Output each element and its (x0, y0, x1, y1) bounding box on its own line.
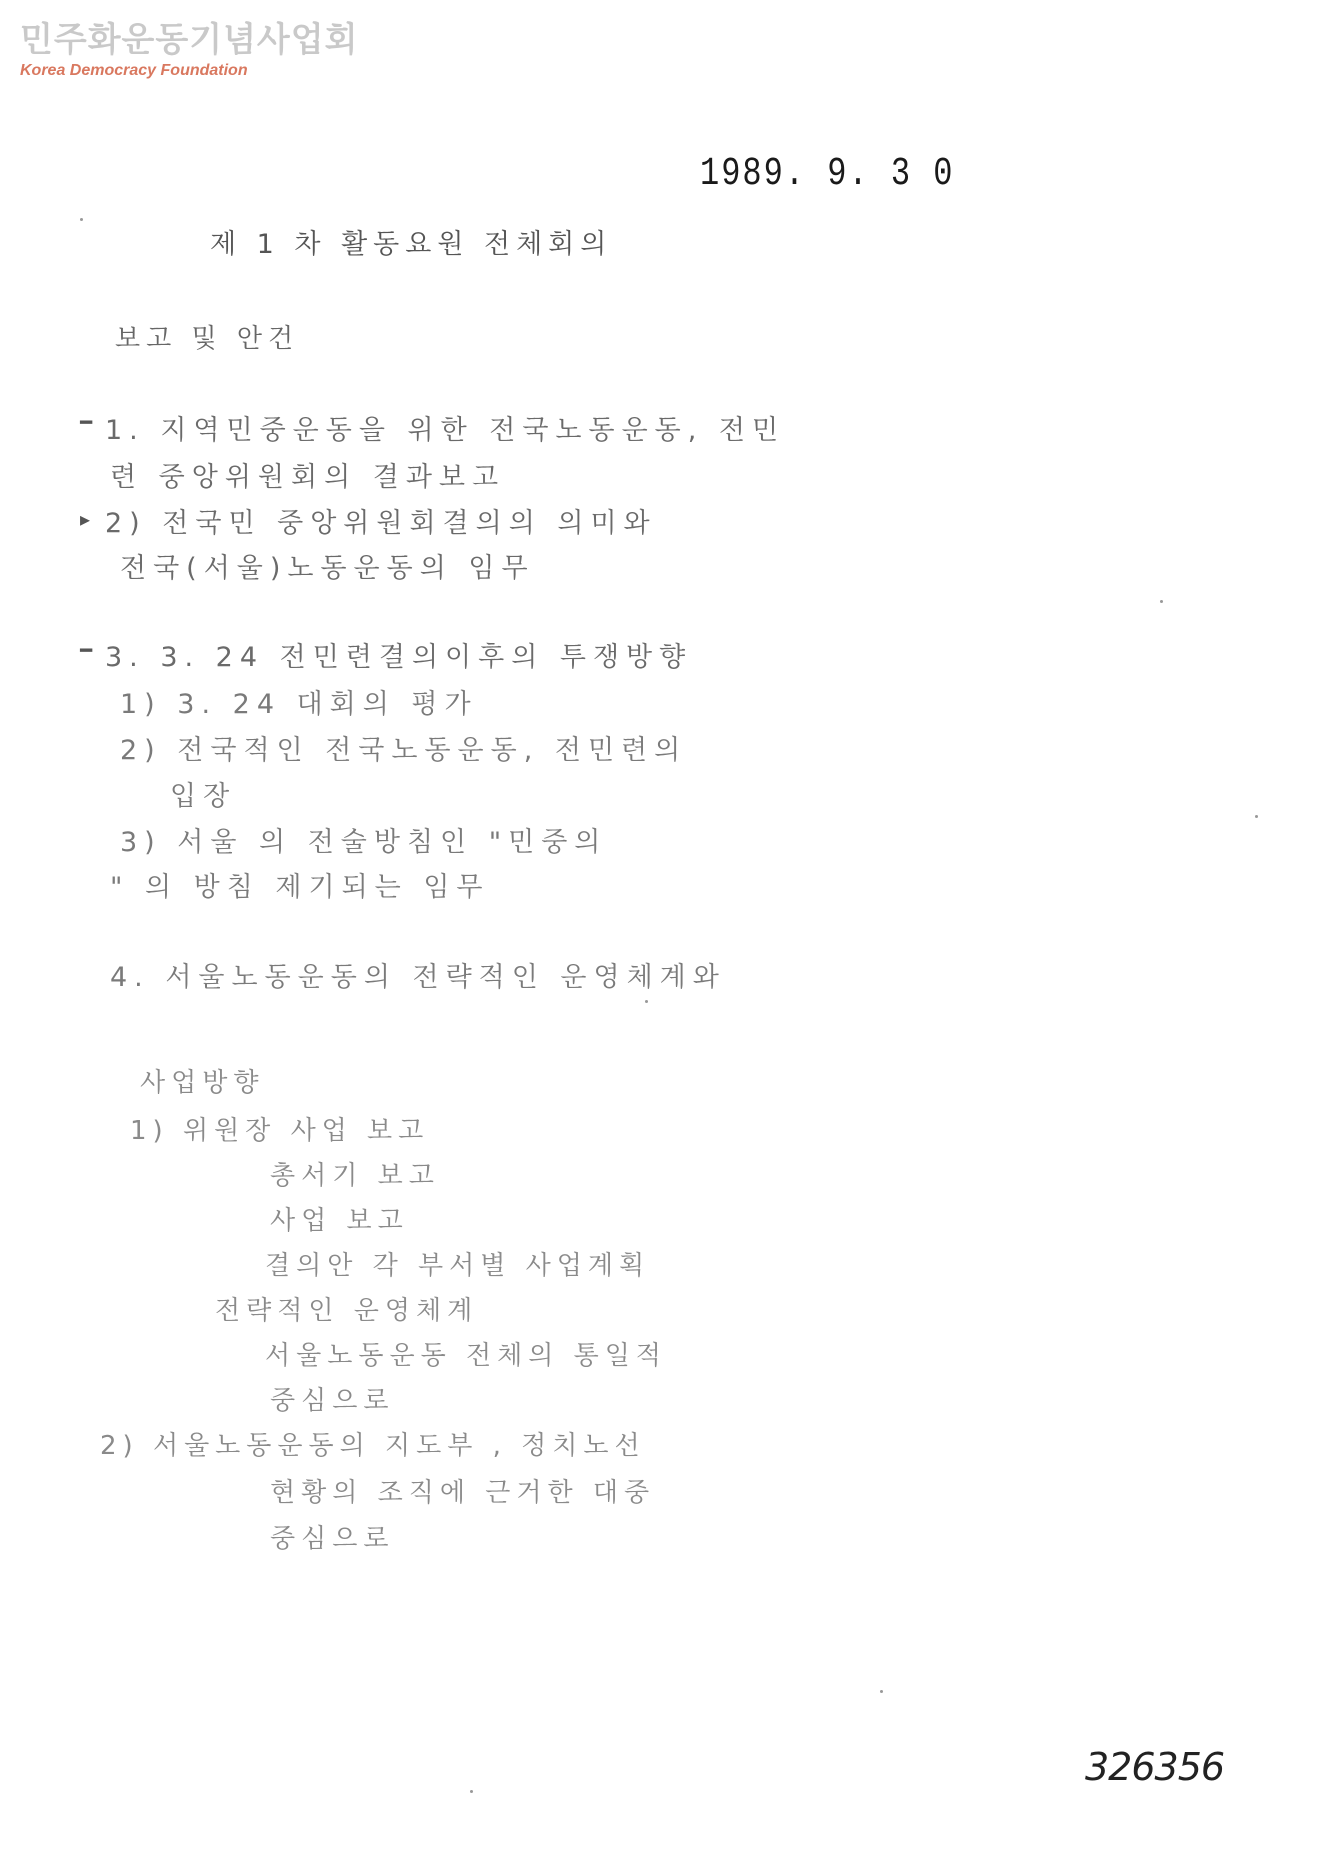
document-date: 1989. 9. 3 0 (700, 150, 955, 197)
agenda-item: 4. 서울노동운동의 전략적인 운영체계와 (110, 962, 726, 993)
agenda-item: 련 중앙위원회의 결과보고 (110, 462, 506, 493)
agenda-item: 전국(서울)노동운동의 임무 (120, 553, 535, 584)
sub-heading: 사업방향 (140, 1068, 265, 1098)
sub-item: 전략적인 운영체계 (215, 1296, 479, 1326)
sub-item: 1) 위원장 사업 보고 (130, 1116, 430, 1146)
scan-speck (1160, 600, 1163, 603)
sub-item: 중심으로 (270, 1386, 395, 1416)
sub-item: 서울노동운동 전체의 통일적 (265, 1341, 667, 1371)
sub-item: 현황의 조직에 근거한 대중 (270, 1478, 656, 1508)
margin-mark: ━ (80, 638, 93, 662)
sub-item: 중심으로 (270, 1524, 395, 1554)
foundation-logo (20, 20, 358, 80)
scan-speck (645, 1000, 648, 1003)
agenda-item: " 의 방침 제기되는 임무 (110, 872, 490, 903)
agenda-item: 3) 서울 의 전술방침인 "민중의 (120, 827, 608, 858)
agenda-item: 3. 3. 24 전민련결의이후의 투쟁방향 (105, 642, 693, 673)
scan-speck (470, 1790, 473, 1793)
sub-item: 사업 보고 (270, 1206, 409, 1236)
agenda-item: 1. 지역민중운동을 위한 전국노동운동, 전민 (105, 415, 786, 446)
agenda-heading: 보고 및 안건 (115, 324, 300, 354)
margin-mark: ━ (80, 410, 93, 434)
agenda-item: 1) 3. 24 대회의 평가 (120, 689, 478, 720)
margin-mark: ▸ (80, 507, 91, 531)
scan-speck (1255, 815, 1258, 818)
scan-speck (80, 218, 83, 221)
sub-item: 총서기 보고 (270, 1161, 440, 1191)
agenda-item: 2) 전국민 중앙위원회결의의 의미와 (105, 508, 657, 539)
sub-item: 결의안 각 부서별 사업계획 (265, 1251, 651, 1281)
agenda-item: 2) 전국적인 전국노동운동, 전민련의 (120, 735, 688, 766)
sub-item: 2) 서울노동운동의 지도부 , 정치노선 (100, 1431, 646, 1461)
document-title: 제 1 차 활동요원 전체회의 (210, 229, 613, 260)
agenda-item: 입장 (170, 781, 237, 812)
scan-speck (880, 1690, 883, 1693)
document-number: 326356 (1085, 1745, 1225, 1789)
logo-english-text: Korea Democracy Foundation (20, 62, 248, 79)
logo-korean-text: 민주화운동기념사업회 (20, 20, 359, 60)
